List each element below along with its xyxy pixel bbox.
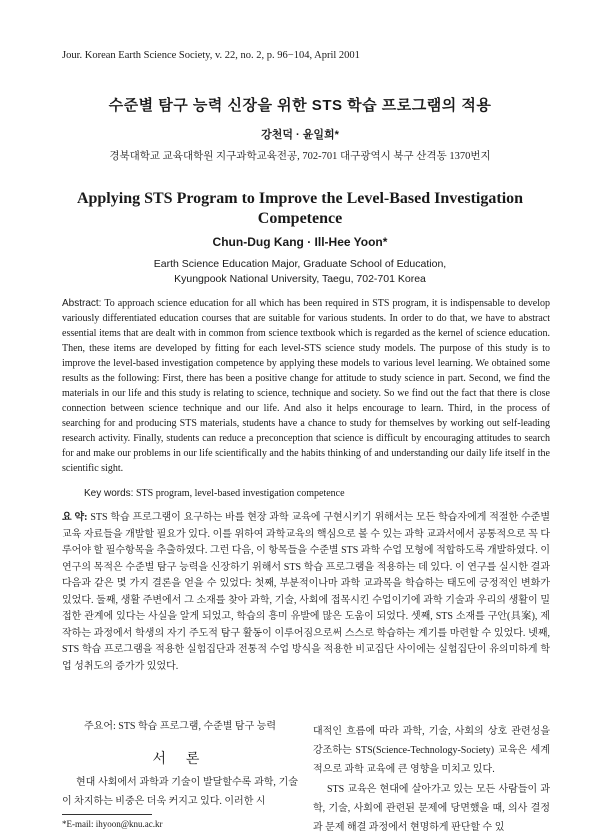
footnote-divider bbox=[62, 814, 152, 815]
korean-title: 수준별 탐구 능력 신장을 위한 STS 학습 프로그램의 적용 bbox=[108, 97, 492, 114]
section-heading-introduction: 서 론 bbox=[152, 750, 208, 766]
affiliation-line-1: Earth Science Education Major, Graduate School of Education, bbox=[153, 258, 447, 270]
right-paragraph-1: 대적인 흐름에 따라 과학, 기술, 사회의 상호 관련성을 강조하는 STS(Science-Technology-Society) 교육은 세계적으로 과학 교육에 큰 영향을 미치고 있다. bbox=[313, 726, 550, 775]
keywords-label: Key words: bbox=[84, 488, 134, 499]
english-authors: Chun-Dug Kang · Ill-Hee Yoon* bbox=[212, 235, 388, 249]
korean-abstract-label: 요 약: bbox=[62, 512, 88, 523]
korean-keywords-text: STS 학습 프로그램, 수준별 탐구 능력 bbox=[118, 721, 277, 732]
english-affiliation bbox=[0, 257, 600, 287]
body-left-column: 현대 사회에서 과학과 기술이 발달할수록 과학, 기술이 차지하는 비중은 더욱 커지고 있다. 이러한 시 bbox=[62, 777, 298, 807]
korean-keywords-label: 주요어: bbox=[84, 721, 116, 732]
journal-citation: Jour. Korean Earth Science Society, v. 22, no. 2, p. 96−104, April 2001 bbox=[62, 50, 360, 61]
english-abstract bbox=[62, 296, 550, 476]
korean-authors: 강천덕 · 윤일희* bbox=[261, 129, 339, 141]
keywords-text: STS program, level-based investigation competence bbox=[135, 488, 345, 499]
right-paragraph-2: STS 교육은 현대에 살아가고 있는 모든 사람들이 과학, 기술, 사회에 관련된 문제에 당면했을 때, 의사 결정과 문제 해결 과정에서 현명하게 판단할 수 있 bbox=[313, 784, 550, 833]
english-keywords bbox=[84, 488, 345, 499]
korean-affiliation: 경북대학교 교육대학원 지구과학교육전공, 702-701 대구광역시 북구 산격동 1370번지 bbox=[109, 151, 491, 162]
korean-abstract bbox=[62, 510, 550, 675]
korean-keywords bbox=[84, 717, 276, 732]
footnote-email: *E-mail: ihyoon@knu.ac.kr bbox=[62, 819, 163, 829]
english-title: Applying STS Program to Improve the Level-Based Investigation Competence bbox=[76, 190, 524, 227]
affiliation-line-2: Kyungpook National University, Taegu, 702-701 Korea bbox=[174, 273, 426, 285]
abstract-label: Abstract: bbox=[62, 298, 102, 309]
abstract-text: To approach science education for all which has been required in STS program, it is indispensable to develop variously differentiated education courses that are suitable for various students. In order to do that, we have to abstract essential items that are dealt with in common from science textbook which is regarded as the kernel of science education. Then, these items are developed by fitting for each level-STS science study models. The purpose of this study is to improve the level-based investigation competence by applying these models to various level learning. We obtained some results as the following: First, there has been a positive change for attitude to study science in part. Second, we find the materials in our life and this study is relating to science, technique and society. So we find out the fact that there is close connection between science technique and our life. And also it helps encourage to learn. Third, in the process of searching for and producing STS materials, students have a chance to study for themselves by working out self-leading research activity. Finally, students can reduce a preconception that science is difficult by encouraging attitudes to search for and make our problems in our life scientifically and the habits thinking of and understanding our daily life itself in the scientific sight. bbox=[62, 298, 550, 474]
body-right-column bbox=[313, 722, 550, 838]
korean-abstract-text: STS 학습 프로그램이 요구하는 바를 현장 과학 교육에 구현시키기 위해서는 모든 학습자에게 적절한 수준별 교육 자료들을 개발할 필요가 있다. 이를 위하여 과학교육의 핵심으로 볼 수 있는 과학 교과서에서 공통적으로 꼭 다루어야 할 필수항목을 추출하였다. 그런 다음, 이 항목들을 수준별 STS 과학 수업 모형에 적합하도록 개발하였다. 이 연구의 목적은 수준별 탐구 능력을 신장하기 위해서 STS 학습 프로그램을 적용하는 데 있다. 이 연구를 실시한 결과 다음과 같은 몇 가지 결론을 얻을 수 있었다: 첫째, 부분적이나마 과학 교과목을 학습하는 태도에 긍정적인 변화가 있었다. 둘째, 생활 주변에서 그 소재를 찾아 과학, 기술, 사회에 접목시킨 수업이기에 과학 기술과 우리의 생활이 밀접한 관계에 있다는 사실을 알게 되었고, 학습의 흥미 유발에 많은 도움이 되었다. 셋째, STS 소재를 구안(具案), 제작하는 과정에서 학생의 자기 주도적 탐구 활동이 이루어짐으로써 스스로 학습하는 계기를 마련할 수 있었다. 넷째, STS 학습 프로그램을 적용한 실험집단과 전통적 수업 방식을 적용한 비교집단 사이에는 실험집단이 유의미하게 학업 성취도의 증가가 있었다. bbox=[62, 512, 551, 672]
